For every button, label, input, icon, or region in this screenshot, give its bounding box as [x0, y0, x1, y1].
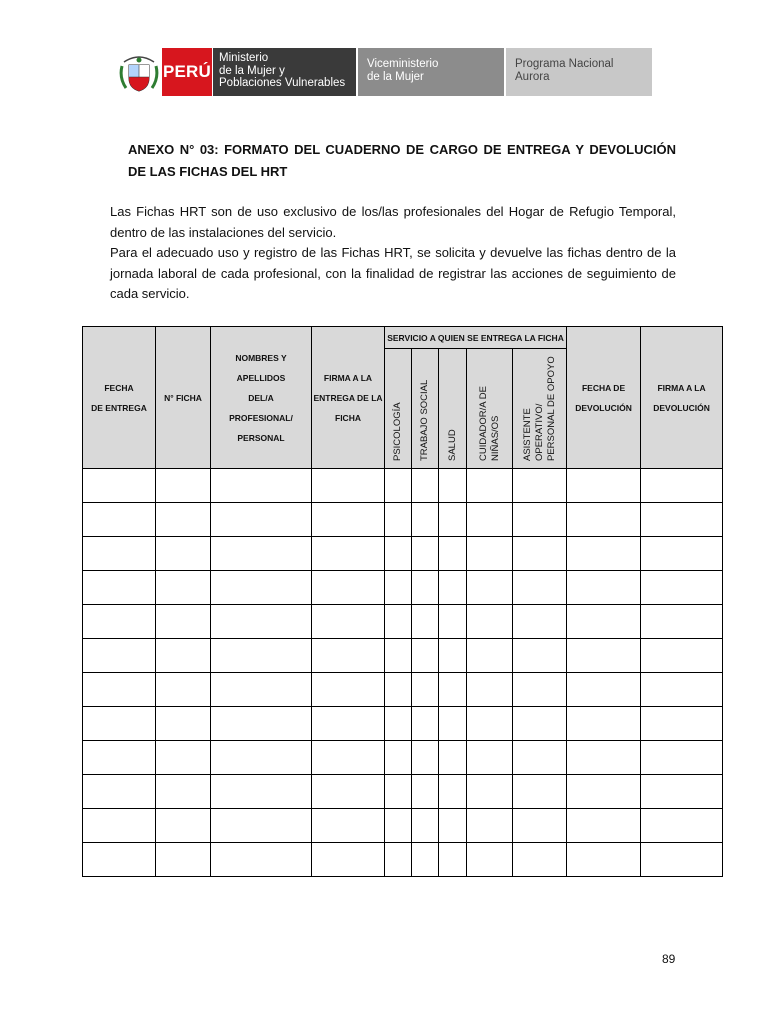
table-cell [156, 571, 211, 605]
table-cell [467, 639, 513, 673]
table-cell [211, 673, 312, 707]
table-cell [211, 741, 312, 775]
table-row [83, 843, 723, 877]
table-cell [641, 707, 723, 741]
table-cell [513, 843, 567, 877]
table-cell [156, 741, 211, 775]
table-cell [83, 469, 156, 503]
header-cuidador: CUIDADOR/A DE NIÑAS/OS [467, 349, 513, 469]
table-cell [385, 469, 412, 503]
table-cell [513, 639, 567, 673]
table-cell [412, 673, 439, 707]
table-cell [312, 537, 385, 571]
table-cell [385, 537, 412, 571]
table-cell [412, 537, 439, 571]
table-cell [312, 707, 385, 741]
table-cell [385, 843, 412, 877]
table-cell [211, 503, 312, 537]
table-cell [83, 503, 156, 537]
table-cell [439, 469, 467, 503]
table-cell [567, 673, 641, 707]
table-row [83, 571, 723, 605]
table-cell [412, 639, 439, 673]
table-cell [211, 707, 312, 741]
table-cell [312, 469, 385, 503]
table-cell [156, 605, 211, 639]
table-row [83, 809, 723, 843]
table-cell [412, 605, 439, 639]
table-cell [83, 673, 156, 707]
table-cell [467, 469, 513, 503]
program-name: Programa Nacional Aurora [506, 48, 652, 96]
table-row [83, 673, 723, 707]
table-cell [412, 809, 439, 843]
table-cell [439, 673, 467, 707]
table-cell [641, 503, 723, 537]
table-cell [156, 503, 211, 537]
table-cell [412, 775, 439, 809]
table-cell [156, 469, 211, 503]
table-cell [385, 571, 412, 605]
table-cell [412, 469, 439, 503]
table-cell [412, 843, 439, 877]
table-row [83, 707, 723, 741]
table-cell [439, 707, 467, 741]
table-cell [513, 809, 567, 843]
table-cell [641, 843, 723, 877]
table-cell [412, 571, 439, 605]
table-cell [567, 707, 641, 741]
paragraph-1: Las Fichas HRT son de uso exclusivo de los/las profesionales del Hogar de Refugio Temporal, dentro de las instalaciones del servicio. [110, 204, 676, 240]
table-cell [385, 809, 412, 843]
table-cell [567, 741, 641, 775]
table-cell [385, 639, 412, 673]
table-cell [567, 537, 641, 571]
table-cell [312, 775, 385, 809]
document-title: ANEXO N° 03: FORMATO DEL CUADERNO DE CARGO DE ENTREGA Y DEVOLUCIÓN DE LAS FICHAS DEL HRT [128, 142, 676, 179]
table-cell [641, 469, 723, 503]
table-row [83, 537, 723, 571]
header-banner [118, 48, 652, 96]
table-cell [83, 775, 156, 809]
table-cell [156, 843, 211, 877]
table-cell [439, 843, 467, 877]
table-cell [211, 843, 312, 877]
table-cell [211, 775, 312, 809]
table-cell [156, 809, 211, 843]
table-row [83, 503, 723, 537]
table-cell [385, 775, 412, 809]
table-cell [156, 673, 211, 707]
table-cell [312, 809, 385, 843]
peru-coat-of-arms-icon [118, 48, 160, 96]
table-cell [513, 741, 567, 775]
table-cell [439, 775, 467, 809]
table-cell [439, 639, 467, 673]
table-cell [513, 673, 567, 707]
table-cell [312, 503, 385, 537]
table-cell [312, 571, 385, 605]
table-row [83, 469, 723, 503]
table-cell [467, 775, 513, 809]
header-firma-devolucion: FIRMA A LA DEVOLUCIÓN [641, 327, 723, 469]
table-cell [211, 809, 312, 843]
table-cell [567, 843, 641, 877]
table-cell [467, 537, 513, 571]
table-cell [83, 741, 156, 775]
table-cell [439, 809, 467, 843]
header-n-ficha: N° FICHA [156, 327, 211, 469]
header-firma-entrega: FIRMA A LA ENTREGA DE LA FICHA [312, 327, 385, 469]
table-cell [567, 605, 641, 639]
registration-table [82, 326, 723, 877]
header-fecha-devolucion: FECHA DE DEVOLUCIÓN [567, 327, 641, 469]
table-cell [513, 707, 567, 741]
table-cell [641, 537, 723, 571]
table-cell [513, 571, 567, 605]
table-cell [567, 503, 641, 537]
table-cell [513, 605, 567, 639]
table-cell [467, 707, 513, 741]
table-cell [439, 571, 467, 605]
table-cell [83, 537, 156, 571]
table-cell [567, 571, 641, 605]
table-cell [513, 469, 567, 503]
table-cell [156, 775, 211, 809]
table-cell [412, 707, 439, 741]
table-cell [211, 469, 312, 503]
table-cell [641, 775, 723, 809]
table-cell [467, 605, 513, 639]
page-number: 89 [662, 952, 676, 966]
table-cell [567, 639, 641, 673]
table-cell [83, 605, 156, 639]
header-fecha-entrega: FECHA DE ENTREGA [83, 327, 156, 469]
table-cell [467, 571, 513, 605]
table-cell [312, 741, 385, 775]
table-cell [412, 503, 439, 537]
header-salud: SALUD [439, 349, 467, 469]
header-asistente: ASISTENTE OPERATIVO/ PERSONAL DE OPOYO [513, 349, 567, 469]
table-cell [156, 639, 211, 673]
table-cell [513, 503, 567, 537]
table-cell [385, 741, 412, 775]
table-cell [312, 639, 385, 673]
table-cell [467, 809, 513, 843]
table-cell [312, 673, 385, 707]
ministry-name: Ministerio de la Mujer y Poblaciones Vulnerables [212, 48, 356, 96]
header-psicologia: PSICOLOGÍA [385, 349, 412, 469]
table-cell [439, 605, 467, 639]
header-servicio-group: SERVICIO A QUIEN SE ENTREGA LA FICHA [385, 327, 567, 349]
table-cell [83, 843, 156, 877]
table-cell [467, 503, 513, 537]
table-cell [312, 843, 385, 877]
table-row [83, 775, 723, 809]
table-cell [156, 537, 211, 571]
viceministry-name: Viceministerio de la Mujer [358, 48, 504, 96]
table-cell [641, 809, 723, 843]
peru-logo: PERÚ [162, 48, 212, 96]
table-cell [513, 537, 567, 571]
table-cell [211, 537, 312, 571]
table-body [83, 469, 723, 877]
table-cell [385, 707, 412, 741]
header-trabajo-social: TRABAJO SOCIAL [412, 349, 439, 469]
table-cell [211, 639, 312, 673]
table-row [83, 741, 723, 775]
table-cell [83, 571, 156, 605]
table-cell [211, 571, 312, 605]
table-cell [156, 707, 211, 741]
table-cell [467, 741, 513, 775]
table-cell [513, 775, 567, 809]
table-cell [412, 741, 439, 775]
table-cell [439, 503, 467, 537]
table-cell [567, 809, 641, 843]
header-nombres: NOMBRES Y APELLIDOS DEL/A PROFESIONAL/ PERSONAL [211, 327, 312, 469]
table-cell [211, 605, 312, 639]
paragraph-2: Para el adecuado uso y registro de las Fichas HRT, se solicita y devuelve las fichas dentro de la jornada laboral de cada profesional, con la finalidad de registrar las acciones de seguimiento de cada servicio. [110, 245, 676, 302]
table-cell [467, 673, 513, 707]
table-row [83, 605, 723, 639]
table-cell [439, 741, 467, 775]
table-cell [641, 639, 723, 673]
table-row [83, 639, 723, 673]
table-cell [641, 605, 723, 639]
table-cell [312, 605, 385, 639]
table-cell [83, 809, 156, 843]
table-cell [439, 537, 467, 571]
table-cell [567, 469, 641, 503]
table-cell [641, 673, 723, 707]
table-cell [567, 775, 641, 809]
table-cell [83, 639, 156, 673]
table-cell [385, 605, 412, 639]
table-cell [641, 741, 723, 775]
table-cell [641, 571, 723, 605]
table-cell [83, 707, 156, 741]
table-cell [385, 503, 412, 537]
table-cell [385, 673, 412, 707]
table-cell [467, 843, 513, 877]
